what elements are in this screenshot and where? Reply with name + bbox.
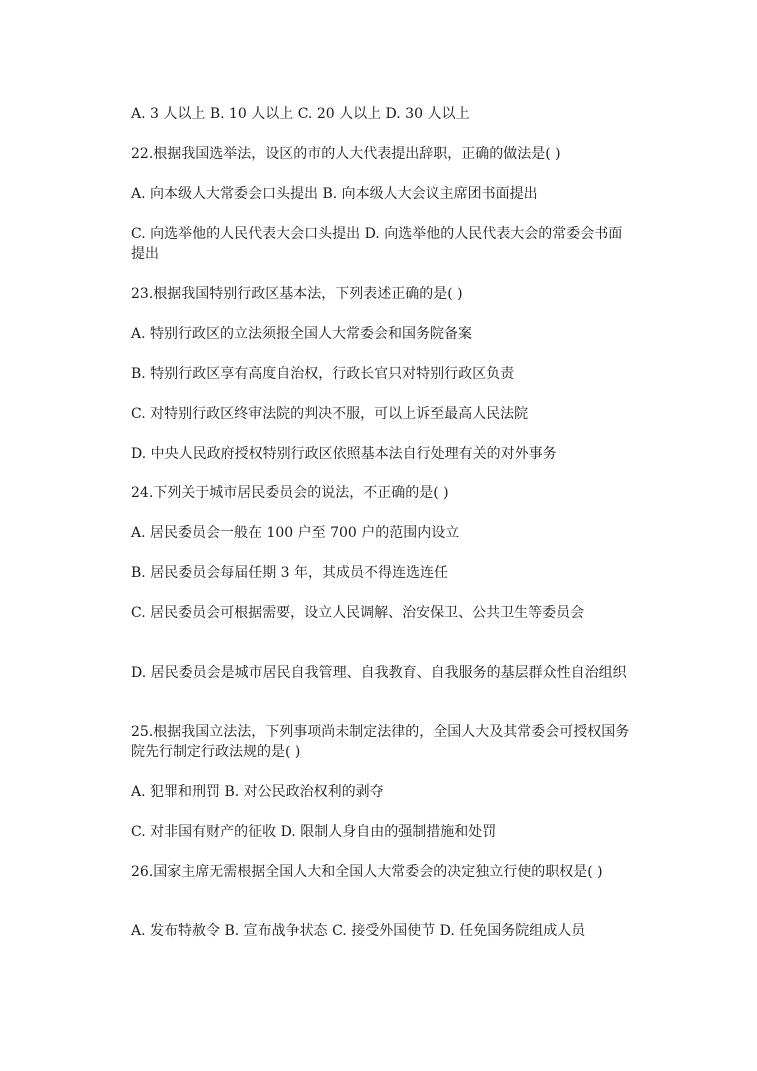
- option-line: C. 向选举他的人民代表大会口头提出 D. 向选举他的人民代表大会的常委会书面提出: [131, 226, 623, 262]
- option-line: A. 犯罪和刑罚 B. 对公民政治权利的剥夺: [131, 784, 384, 800]
- question-26: 26.国家主席无需根据全国人大和全国人大常委会的决定独立行使的职权是( ): [131, 864, 603, 880]
- question-23: 23.根据我国特别行政区基本法，下列表述正确的是( ): [131, 286, 463, 302]
- option-c: C. 对特别行政区终审法院的判决不服，可以上诉至最高人民法院: [131, 406, 529, 422]
- option-b: B. 居民委员会每届任期 3 年，其成员不得连选连任: [131, 565, 448, 581]
- option-a: A. 特别行政区的立法须报全国人大常委会和国务院备案: [131, 326, 473, 342]
- question-24: 24.下列关于城市居民委员会的说法，不正确的是( ): [131, 485, 449, 501]
- option-d: D. 中央人民政府授权特别行政区依照基本法自行处理有关的对外事务: [131, 446, 557, 462]
- option-c: C. 居民委员会可根据需要，设立人民调解、治安保卫、公共卫生等委员会: [131, 605, 585, 621]
- question-25: 25.根据我国立法法，下列事项尚未制定法律的，全国人大及其常委会可授权国务院先行制定行政法规的是( ): [131, 724, 630, 760]
- option-a: A. 居民委员会一般在 100 户至 700 户的范围内设立: [131, 525, 460, 541]
- option-line: A. 向本级人大常委会口头提出 B. 向本级人大会议主席团书面提出: [131, 186, 538, 202]
- option-line: C. 对非国有财产的征收 D. 限制人身自由的强制措施和处罚: [131, 824, 497, 840]
- option-line: A. 3 人以上 B. 10 人以上 C. 20 人以上 D. 30 人以上: [131, 106, 470, 122]
- option-b: B. 特别行政区享有高度自治权，行政长官只对特别行政区负责: [131, 366, 515, 382]
- option-d: D. 居民委员会是城市居民自我管理、自我教育、自我服务的基层群众性自治组织: [131, 665, 627, 681]
- option-line: A. 发布特赦令 B. 宣布战争状态 C. 接受外国使节 D. 任免国务院组成人员: [131, 923, 586, 939]
- question-22: 22.根据我国选举法，设区的市的人大代表提出辞职，正确的做法是( ): [131, 146, 561, 162]
